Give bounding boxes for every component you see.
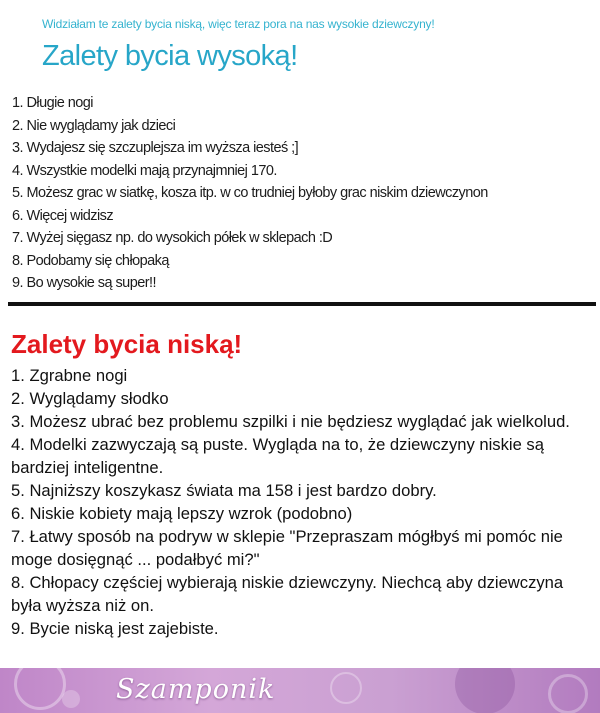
top-intro-text: Widziałam te zalety bycia niską, więc teraz pora na nas wysokie dziewczyny!	[42, 17, 435, 31]
list-item: 3. Wydajesz się szczuplejsza im wyższa iesteś ;]	[12, 140, 299, 156]
list-item: 2. Nie wyglądamy jak dzieci	[12, 117, 176, 134]
top-section	[0, 0, 600, 300]
list-item: 6. Niskie kobiety mają lepszy wzrok (podobno)	[11, 504, 353, 523]
footer-banner	[0, 668, 600, 713]
list-item: 9. Bo wysokie są super!!	[12, 275, 156, 291]
list-item: 1. Długie nogi	[12, 95, 93, 111]
decorative-bubble	[330, 672, 362, 704]
list-item: 6. Więcej widzisz	[12, 207, 114, 224]
top-list	[12, 92, 592, 295]
decorative-bubble	[62, 690, 80, 708]
list-item: 8. Chłopacy częściej wybierają niskie dziewczyny. Niechcą aby dziewczyna była wyższa niż on.	[11, 573, 564, 615]
top-title: Zalety bycia wysoką!	[42, 40, 298, 72]
list-item: 5. Najniższy koszykasz świata ma 158 i jest bardzo dobry.	[11, 481, 437, 500]
list-item: 2. Wyglądamy słodko	[11, 389, 169, 408]
bottom-list	[11, 364, 583, 640]
section-divider	[8, 302, 596, 306]
list-item: 4. Modelki zazwyczają są puste. Wygląda na to, że dziewczyny niskie są bardziej inteligentne.	[11, 435, 544, 477]
list-item: 7. Wyżej sięgasz np. do wysokich półek w sklepach :D	[12, 230, 333, 246]
list-item: 1. Zgrabne nogi	[11, 366, 128, 385]
list-item: 5. Możesz grac w siatkę, kosza itp. w co trudniej byłoby grac niskim dziewczynon	[12, 185, 488, 201]
bottom-title: Zalety bycia niską!	[11, 329, 243, 359]
list-item: 9. Bycie niską jest zajebiste.	[11, 619, 219, 638]
decorative-bubble	[14, 668, 66, 710]
decorative-bubble	[455, 668, 515, 713]
list-item: 4. Wszystkie modelki mają przynajmniej 170.	[12, 162, 277, 179]
list-item: 7. Łatwy sposób na podryw w sklepie "Przepraszam mógłbyś mi pomóc nie moge dosięgnąć ... podałbyć mi?"	[11, 527, 563, 569]
list-item: 3. Możesz ubrać bez problemu szpilki i nie będziesz wyglądać jak wielkolud.	[11, 412, 570, 431]
decorative-bubble	[548, 674, 588, 713]
list-item: 8. Podobamy się chłopaką	[12, 252, 169, 269]
site-logo: Szamponik	[116, 674, 276, 705]
